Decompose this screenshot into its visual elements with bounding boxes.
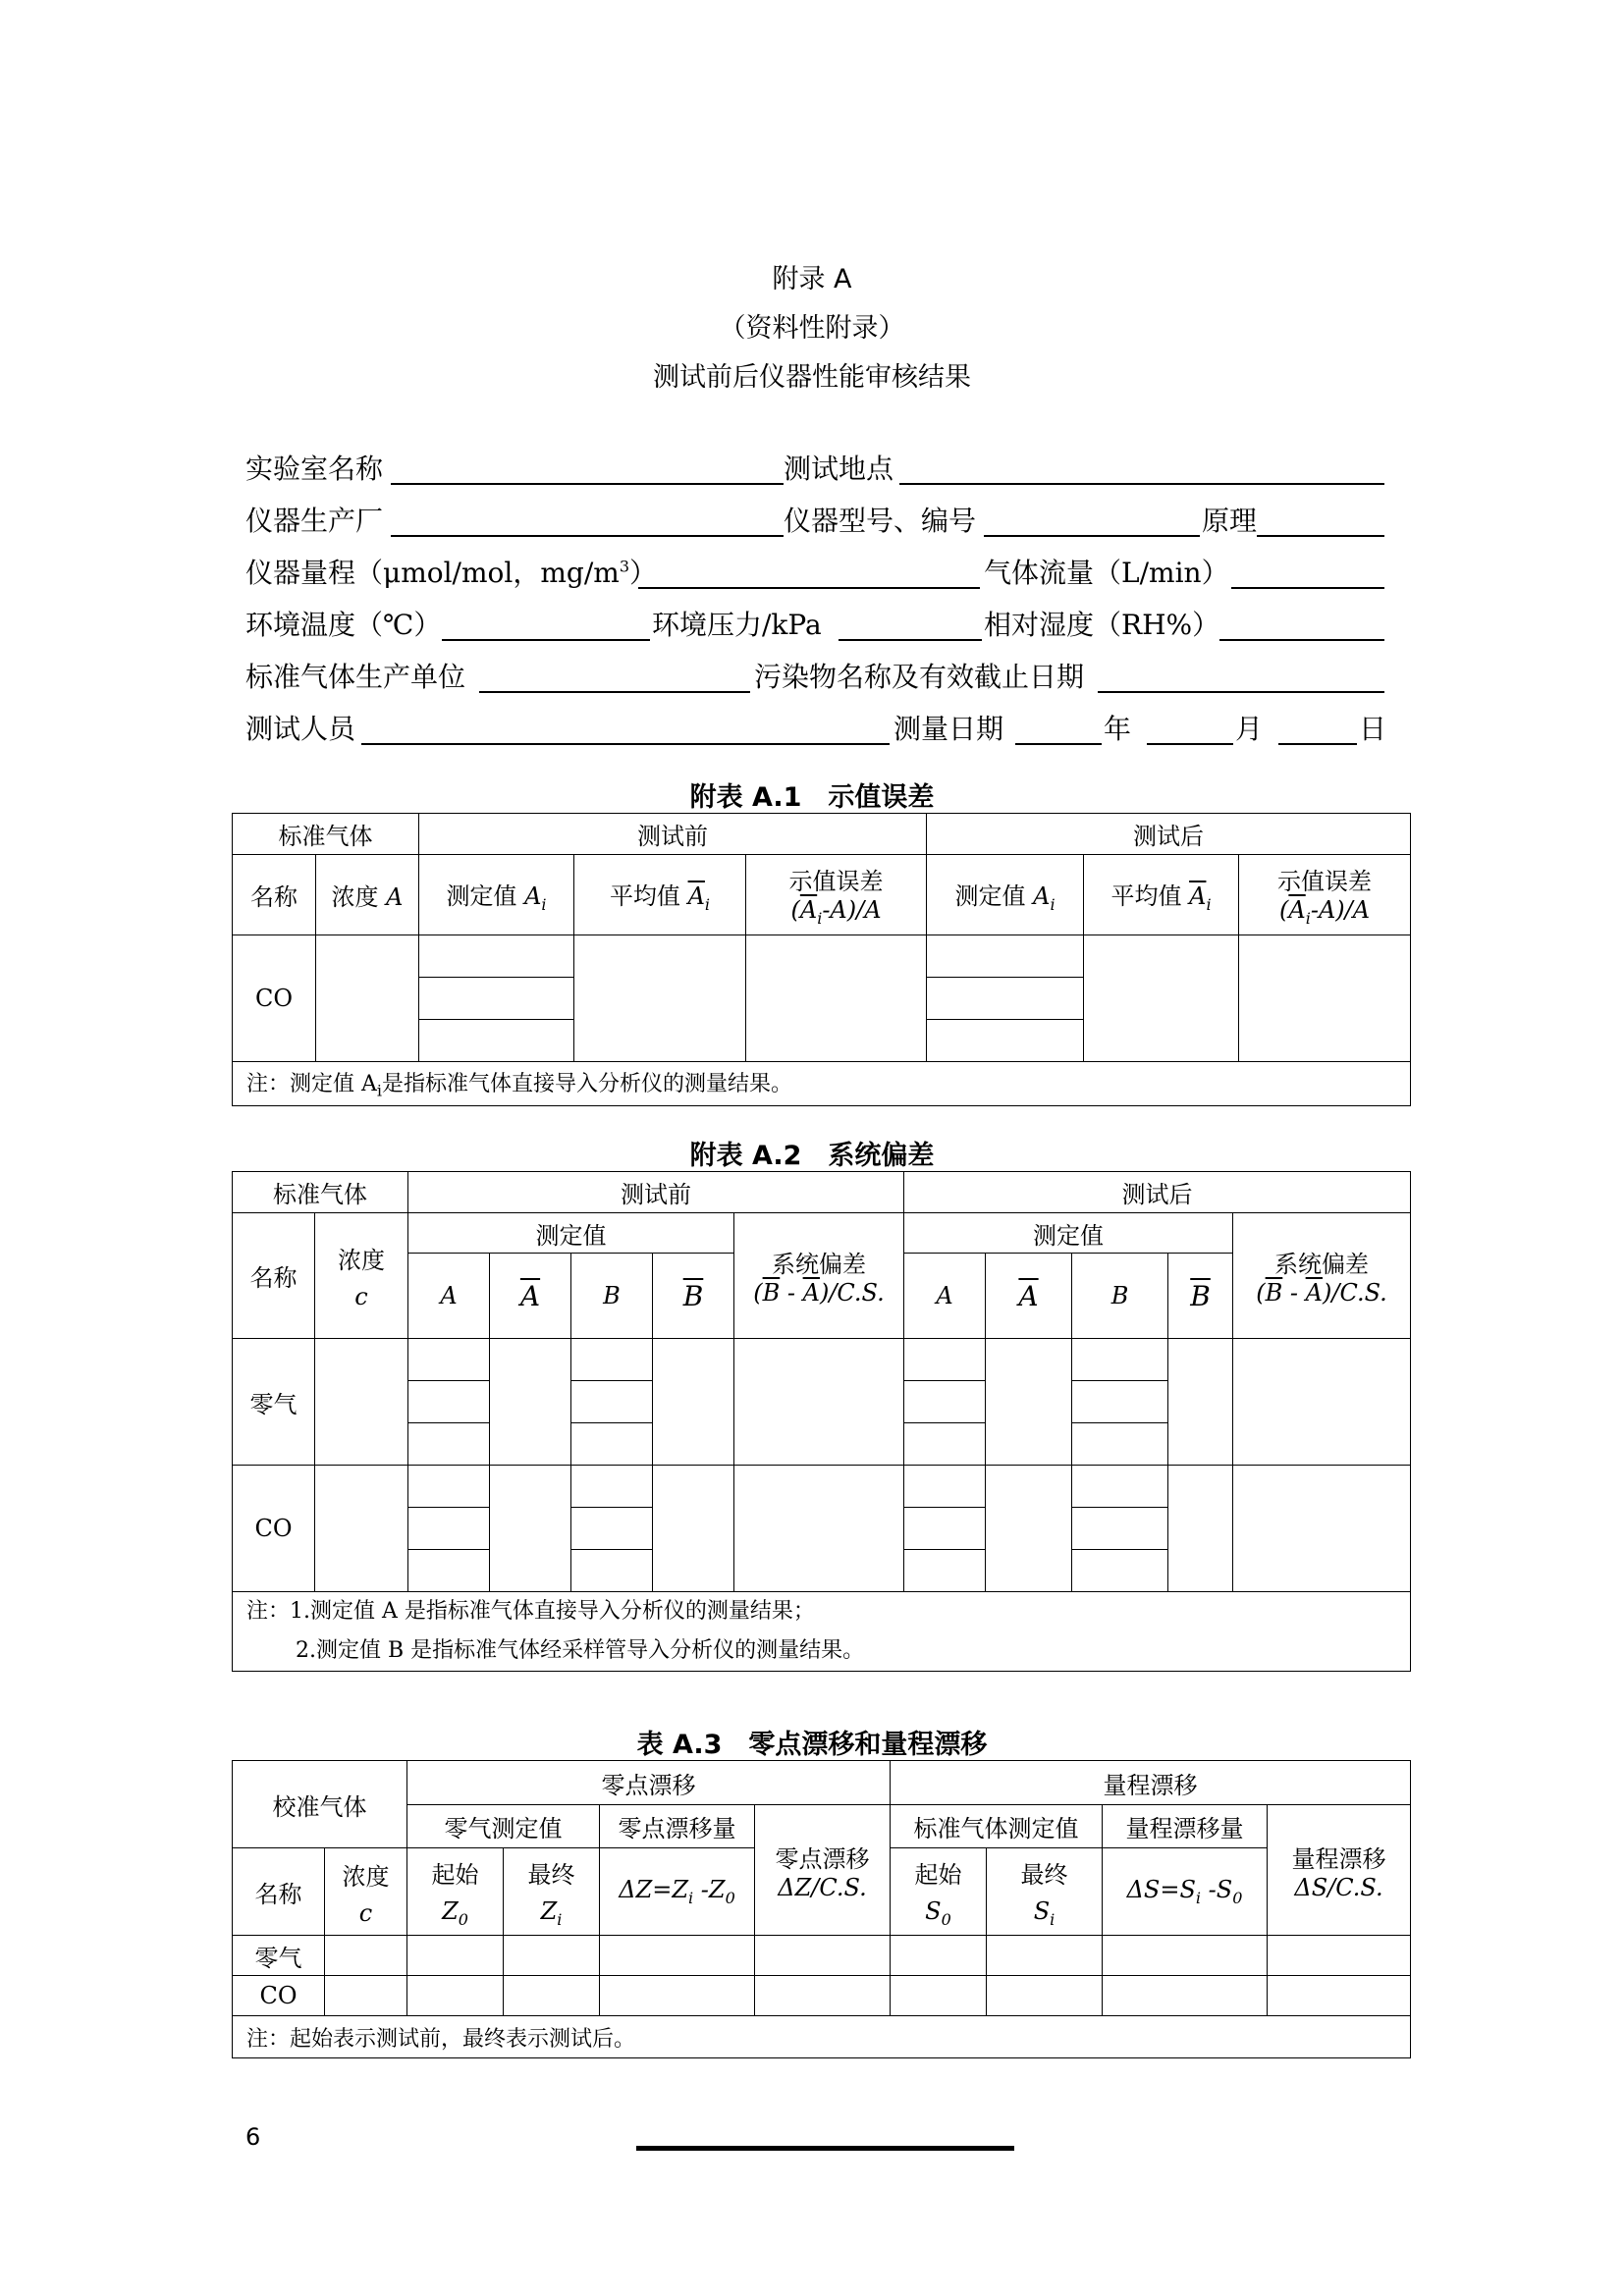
header-average-after: 平均值 $\overline{A}_i$ [1084, 855, 1239, 935]
cell-bias[interactable] [734, 1339, 904, 1466]
page-title: 测试前后仪器性能审核结果 [653, 362, 971, 393]
header-standard-gas: 标准气体 [233, 814, 419, 855]
cell-b[interactable] [571, 1508, 653, 1550]
table-system-bias [232, 1171, 1411, 1672]
header-before-test: 测试前 [419, 814, 927, 855]
cell[interactable] [407, 1936, 504, 1976]
header-zero-formula: $\Delta Z=Z_i$ $-Z_0$ [600, 1848, 755, 1936]
cell-b-avg[interactable] [1168, 1339, 1233, 1466]
principle-label: 原理 [1202, 505, 1258, 537]
cell-b[interactable] [571, 1339, 653, 1381]
cell-a-avg[interactable] [490, 1466, 571, 1592]
range-field[interactable] [638, 587, 980, 589]
cell-measured-before[interactable] [419, 935, 574, 978]
row-label-zero-gas: 零气 [233, 1339, 315, 1466]
cell-a-avg[interactable] [986, 1339, 1072, 1466]
cell-a[interactable] [408, 1339, 490, 1381]
cell[interactable] [1103, 1936, 1268, 1976]
header-after-test: 测试后 [904, 1172, 1411, 1213]
manufacturer-label: 仪器生产厂 [245, 505, 384, 537]
page-number: 6 [245, 2123, 261, 2151]
model-no-field[interactable] [984, 535, 1200, 537]
form-row-gas [245, 656, 1384, 695]
pressure-field[interactable] [839, 639, 982, 641]
cell[interactable] [407, 1976, 504, 2016]
test-site-field[interactable] [899, 483, 1384, 485]
cell-bias[interactable] [1233, 1466, 1411, 1592]
day-label: 日 [1359, 713, 1387, 745]
cell[interactable] [600, 1936, 755, 1976]
cell-a-avg[interactable] [986, 1466, 1072, 1592]
table-drift [232, 1760, 1411, 2058]
cell-bias[interactable] [1233, 1339, 1411, 1466]
header-zero-final: 最终 $Z_i$ [504, 1848, 600, 1936]
cell-a[interactable] [408, 1381, 490, 1423]
header-span-drift-ratio: 量程漂移 ΔS/C.S. [1268, 1805, 1411, 1936]
cell-a[interactable] [408, 1550, 490, 1592]
header-error-before: 示值误差 $(\overline{A}_i-A)/A$ [746, 855, 927, 935]
form-row-env [245, 604, 1384, 643]
cell-a[interactable] [904, 1339, 986, 1381]
header-calibration-gas: 校准气体 [233, 1761, 407, 1848]
year-label: 年 [1104, 713, 1132, 745]
header-standard-gas: 标准气体 [233, 1172, 408, 1213]
cell-b[interactable] [1072, 1423, 1168, 1466]
header-zero-drift: 零点漂移 [407, 1761, 891, 1805]
header-b: B [1072, 1254, 1168, 1339]
cell-a[interactable] [408, 1423, 490, 1466]
manufacturer-field[interactable] [391, 535, 784, 537]
gas-maker-label: 标准气体生产单位 [245, 661, 466, 693]
pressure-label: 环境压力/kPa [652, 609, 822, 641]
cell-measured-after[interactable] [927, 978, 1084, 1020]
header-zero-measured: 零气测定值 [407, 1805, 600, 1848]
month-field[interactable] [1147, 743, 1233, 745]
humidity-label: 相对湿度（RH%） [984, 609, 1220, 641]
table3-caption: 表 A.3 零点漂移和量程漂移 [636, 1730, 988, 1760]
cell[interactable] [755, 1936, 891, 1976]
header-concentration: 浓度 A [316, 855, 419, 935]
table2-caption: 附表 A.2 系统偏差 [689, 1141, 935, 1171]
cell-b[interactable] [1072, 1381, 1168, 1423]
cell-a-avg[interactable] [490, 1339, 571, 1466]
header-b-avg: $\overline{B}$ [1168, 1254, 1233, 1339]
flow-field[interactable] [1231, 587, 1384, 589]
cell[interactable] [755, 1976, 891, 2016]
cell-a[interactable] [904, 1466, 986, 1508]
cell[interactable] [504, 1936, 600, 1976]
header-after-test: 测试后 [927, 814, 1411, 855]
pollutant-label: 污染物名称及有效截止日期 [754, 661, 1085, 693]
table1-note: 注：测定值 $A_i$是指标准气体直接导入分析仪的测量结果。 [233, 1062, 1411, 1106]
header-before-test: 测试前 [408, 1172, 904, 1213]
cell-b[interactable] [1072, 1508, 1168, 1550]
cell[interactable] [325, 1976, 407, 2016]
temp-field[interactable] [442, 639, 650, 641]
row-label-zero-gas: 零气 [233, 1936, 325, 1976]
table1-caption: 附表 A.1 示值误差 [689, 782, 935, 813]
date-label: 测量日期 [893, 713, 1004, 745]
header-b: B [571, 1254, 653, 1339]
cell-b-avg[interactable] [653, 1339, 734, 1466]
table-indication-error [232, 813, 1411, 1106]
cell-measured-before[interactable] [419, 1020, 574, 1062]
header-a: A [408, 1254, 490, 1339]
cell-b[interactable] [1072, 1466, 1168, 1508]
cell-a[interactable] [904, 1508, 986, 1550]
cell[interactable] [891, 1976, 987, 2016]
header-name: 名称 [233, 1213, 315, 1339]
cell-a[interactable] [904, 1423, 986, 1466]
appendix-label: 附录 A [772, 264, 852, 294]
cell[interactable] [1268, 1936, 1411, 1976]
cell-error-before[interactable] [746, 935, 927, 1062]
header-span-start: 起始 $S_0$ [891, 1848, 987, 1936]
row-label-co: CO [233, 935, 316, 1062]
cell-b[interactable] [1072, 1550, 1168, 1592]
cell-measured-after[interactable] [927, 935, 1084, 978]
month-label: 月 [1235, 713, 1264, 745]
principle-field[interactable] [1257, 535, 1384, 537]
cell-b[interactable] [571, 1550, 653, 1592]
header-a-avg: $\overline{A}$ [490, 1254, 571, 1339]
model-no-label: 仪器型号、编号 [784, 505, 977, 537]
cell-conc[interactable] [316, 935, 419, 1062]
personnel-label: 测试人员 [245, 713, 356, 745]
header-name: 名称 [233, 1848, 325, 1936]
header-measured-after: 测定值 [904, 1213, 1233, 1254]
header-b-avg: $\overline{B}$ [653, 1254, 734, 1339]
footer-rule [636, 2146, 1014, 2151]
header-a: A [904, 1254, 986, 1339]
cell-average-after[interactable] [1084, 935, 1239, 1062]
cell-b-avg[interactable] [1168, 1466, 1233, 1592]
cell[interactable] [987, 1936, 1103, 1976]
lab-name-field[interactable] [391, 483, 784, 485]
header-error-after: 示值误差 $(\overline{A}_i-A)/A$ [1239, 855, 1411, 935]
table2-note: 注：1.测定值 A 是指标准气体直接导入分析仪的测量结果； 2.测定值 B 是指标准气体经采样管导入分析仪的测量结果。 [233, 1592, 1411, 1672]
cell-measured-before[interactable] [419, 978, 574, 1020]
row-label-co: CO [233, 1976, 325, 2016]
cell-error-after[interactable] [1239, 935, 1411, 1062]
lab-name-label: 实验室名称 [245, 453, 384, 485]
header-span-drift-amount: 量程漂移量 [1103, 1805, 1268, 1848]
cell-a[interactable] [408, 1466, 490, 1508]
year-field[interactable] [1015, 743, 1102, 745]
header-concentration: 浓度 c [325, 1848, 407, 1936]
cell-conc[interactable] [315, 1466, 408, 1592]
flow-label: 气体流量（L/min） [984, 557, 1229, 589]
row-label-co: CO [233, 1466, 315, 1592]
cell[interactable] [325, 1936, 407, 1976]
header-bias-before: 系统偏差 $(\overline{B} - \overline{A})/C.S$. [734, 1213, 904, 1339]
cell-b[interactable] [571, 1423, 653, 1466]
cell[interactable] [600, 1976, 755, 2016]
header-span-final: 最终 $S_i$ [987, 1848, 1103, 1936]
temp-label: 环境温度（℃） [245, 609, 442, 641]
pollutant-field[interactable] [1098, 691, 1384, 693]
range-label: 仪器量程（μmol/mol，$mg/m^3$） [245, 557, 658, 589]
header-std-measured: 标准气体测定值 [891, 1805, 1103, 1848]
cell-a[interactable] [904, 1381, 986, 1423]
gas-maker-field[interactable] [479, 691, 750, 693]
header-span-formula: $\Delta S=S_i$ $-S_0$ [1103, 1848, 1268, 1936]
header-a-avg: $\overline{A}$ [986, 1254, 1072, 1339]
cell[interactable] [504, 1976, 600, 2016]
humidity-field[interactable] [1219, 639, 1384, 641]
header-average-before: 平均值 $\overline{A}_i$ [574, 855, 746, 935]
cell-a[interactable] [904, 1550, 986, 1592]
cell-b[interactable] [571, 1466, 653, 1508]
form-row-personnel [245, 708, 1387, 747]
header-zero-drift-ratio: 零点漂移 ΔZ/C.S. [755, 1805, 891, 1936]
cell[interactable] [987, 1976, 1103, 2016]
form-row-instrument [245, 500, 1384, 539]
header-measured-before: 测定值 $A_i$ [419, 855, 574, 935]
test-site-label: 测试地点 [784, 453, 894, 485]
header-measured-before: 测定值 [408, 1213, 734, 1254]
day-field[interactable] [1278, 743, 1357, 745]
header-zero-start: 起始 $Z_0$ [407, 1848, 504, 1936]
personnel-field[interactable] [361, 743, 890, 745]
cell-b-avg[interactable] [653, 1466, 734, 1592]
cell-average-before[interactable] [574, 935, 746, 1062]
cell[interactable] [1103, 1976, 1268, 2016]
header-concentration: 浓度 c [315, 1213, 408, 1339]
cell[interactable] [891, 1936, 987, 1976]
form-row-lab [245, 448, 1384, 487]
header-measured-after: 测定值 $A_i$ [927, 855, 1084, 935]
form-row-range [245, 552, 1384, 591]
header-bias-after: 系统偏差 $(\overline{B} - \overline{A})/C.S$. [1233, 1213, 1411, 1339]
cell-b[interactable] [571, 1381, 653, 1423]
cell[interactable] [1268, 1976, 1411, 2016]
cell-conc[interactable] [315, 1339, 408, 1466]
table3-note: 注：起始表示测试前，最终表示测试后。 [233, 2016, 1411, 2058]
appendix-type: （资料性附录） [719, 313, 905, 344]
cell-measured-after[interactable] [927, 1020, 1084, 1062]
header-span-drift: 量程漂移 [891, 1761, 1411, 1805]
cell-b[interactable] [1072, 1339, 1168, 1381]
cell-a[interactable] [408, 1508, 490, 1550]
header-name: 名称 [233, 855, 316, 935]
header-zero-drift-amount: 零点漂移量 [600, 1805, 755, 1848]
cell-bias[interactable] [734, 1466, 904, 1592]
